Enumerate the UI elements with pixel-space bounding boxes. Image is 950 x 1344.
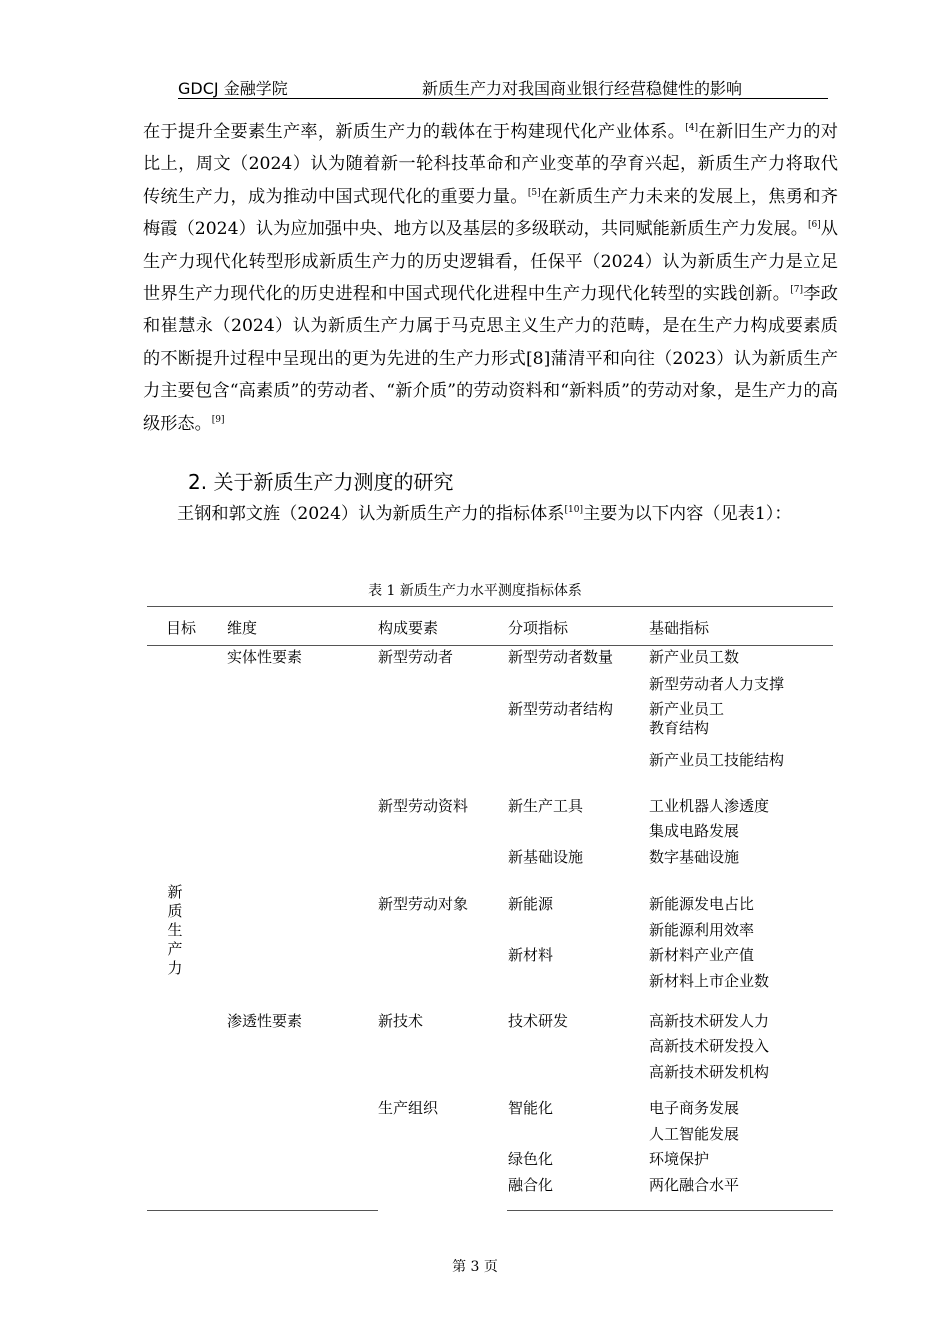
header-element: 构成要素	[378, 619, 439, 637]
base-indicator-cell: 新产业员工技能结构	[649, 751, 785, 769]
base-indicator-cell: 人工智能发展	[649, 1125, 740, 1143]
base-indicator-cell: 两化融合水平	[649, 1176, 740, 1194]
citation-ref: [9]	[211, 414, 225, 425]
sub-indicator-cell: 新生产工具	[508, 797, 584, 815]
table-top-rule	[147, 606, 833, 607]
target-char: 产	[167, 940, 183, 958]
body-paragraph-1	[143, 116, 838, 440]
element-cell: 生产组织	[378, 1099, 439, 1117]
base-indicator-cell: 电子商务发展	[649, 1099, 740, 1117]
citation-ref: [6]	[807, 220, 821, 231]
header-thesis-title: 新质生产力对我国商业银行经营稳健性的影响	[422, 79, 743, 98]
base-indicator-cell: 新产业员工数	[649, 648, 740, 666]
base-indicator-cell: 新能源发电占比	[649, 895, 755, 913]
base-indicator-cell: 新材料上市企业数	[649, 972, 770, 990]
header-institution: GDCJ 金融学院	[178, 79, 288, 98]
base-indicator-cell: 集成电路发展	[649, 822, 740, 840]
base-indicator-cell: 新材料产业产值	[649, 946, 755, 964]
sub-indicator-cell: 技术研发	[508, 1012, 569, 1030]
target-char: 力	[167, 959, 183, 977]
base-indicator-cell: 工业机器人渗透度	[649, 797, 770, 815]
text-run: 主要为以下内容（见表1）：	[582, 504, 792, 524]
page-number: 第 3 页	[452, 1259, 498, 1275]
target-char: 生	[167, 921, 183, 939]
table-header-rule	[147, 645, 833, 646]
table-bottom-rule-right	[507, 1210, 833, 1211]
base-indicator-cell: 新型劳动者人力支撑	[649, 675, 785, 693]
text-run: 李政和崔慧永（2024）认为新质生产力属于马克思主义生产力的范畴，是在生产力构成要素质的不断提升过程中呈现出的更为先进的生产力形式[8]蒲清平和向往（2023）认为新质生产力主要包含“高素质”的劳动者、“新介质”的劳动资料和“新料质”的劳动对象，是生产力的高级形态。	[143, 284, 838, 434]
text-run: 从生产力现代化转型形成新质生产力的历史逻辑看，任保平（2024）认为新质生产力是立足世界生产力现代化的历史进程和中国式现代化进程中生产力现代化转型的实践创新。	[143, 219, 838, 305]
base-indicator-cell: 环境保护	[649, 1150, 710, 1168]
element-cell: 新型劳动资料	[378, 797, 469, 815]
citation-ref: [7]	[790, 285, 803, 296]
header-sub-indicator: 分项指标	[508, 619, 569, 637]
base-indicator-cell: 教育结构	[649, 719, 710, 737]
sub-indicator-cell: 新基础设施	[508, 848, 584, 866]
header-target: 目标	[166, 619, 197, 637]
text-run: 王钢和郭文旌（2024）认为新质生产力的指标体系	[177, 504, 565, 524]
base-indicator-cell: 高新技术研发机构	[649, 1063, 770, 1081]
element-cell: 新型劳动对象	[378, 895, 469, 913]
body-paragraph-2	[143, 498, 838, 530]
sub-indicator-cell: 新型劳动者数量	[508, 648, 614, 666]
table-bottom-rule-left	[147, 1210, 378, 1211]
base-indicator-cell: 高新技术研发投入	[649, 1037, 770, 1055]
section-heading: 2. 关于新质生产力测度的研究	[188, 470, 454, 494]
base-indicator-cell: 数字基础设施	[649, 848, 740, 866]
sub-indicator-cell: 绿色化	[508, 1150, 554, 1168]
element-cell: 新技术	[378, 1012, 424, 1030]
base-indicator-cell: 新能源利用效率	[649, 921, 755, 939]
text-run: 在新质生产力未来的发展上，焦勇和齐梅霞（2024）认为应加强中央、地方以及基层的多级联动，共同赋能新质生产力发展。	[143, 186, 838, 240]
page-header	[178, 76, 828, 99]
text-run: 在于提升全要素生产率，新质生产力的载体在于构建现代化产业体系。	[143, 122, 686, 142]
citation-ref: [10]	[564, 505, 583, 515]
sub-indicator-cell: 新材料	[508, 946, 554, 964]
dimension-cell: 渗透性要素	[227, 1012, 303, 1030]
sub-indicator-cell: 新能源	[508, 895, 554, 913]
base-indicator-cell: 新产业员工	[649, 700, 725, 718]
citation-ref: [4]	[685, 123, 699, 133]
sub-indicator-cell: 新型劳动者结构	[508, 700, 614, 718]
citation-ref: [5]	[527, 187, 541, 198]
base-indicator-cell: 高新技术研发人力	[649, 1012, 770, 1030]
target-char: 质	[167, 902, 183, 920]
target-char: 新	[167, 883, 183, 901]
sub-indicator-cell: 融合化	[508, 1176, 554, 1194]
header-dimension: 维度	[227, 619, 258, 637]
element-cell: 新型劳动者	[378, 648, 454, 666]
target-cell	[166, 883, 184, 978]
header-base-indicator: 基础指标	[649, 619, 710, 637]
text-run: 在新旧生产力的对比上，周文（2024）认为随着新一轮科技革命和产业变革的孕育兴起，新质生产力将取代传统生产力，成为推动中国式现代化的重要力量。	[143, 122, 838, 207]
dimension-cell: 实体性要素	[227, 648, 303, 666]
table-caption: 表 1 新质生产力水平测度指标体系	[368, 583, 582, 599]
sub-indicator-cell: 智能化	[508, 1099, 554, 1117]
